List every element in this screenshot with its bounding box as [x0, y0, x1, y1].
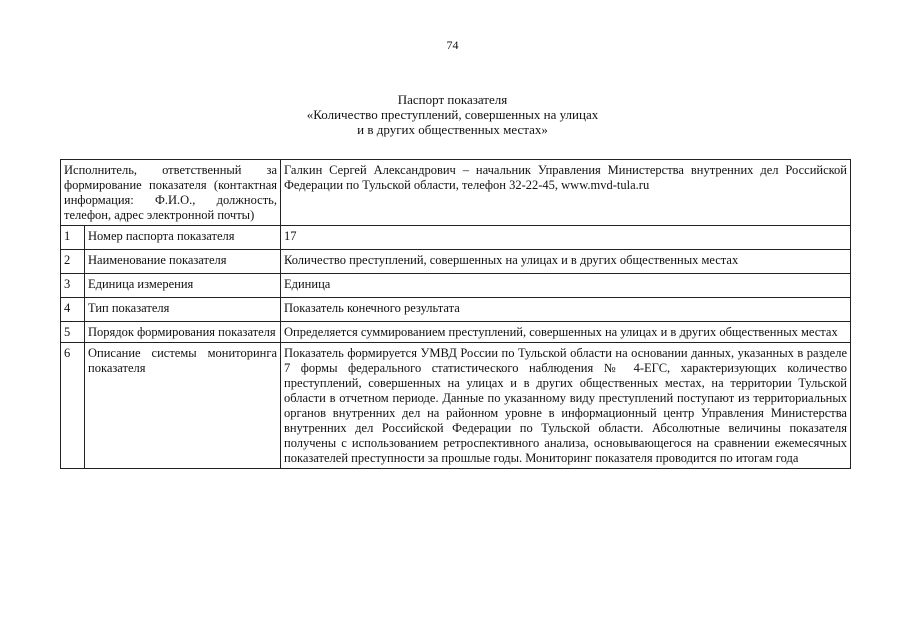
- row-number: 2: [61, 250, 85, 274]
- table-row: [61, 274, 851, 298]
- row-label: Тип показателя: [85, 298, 281, 322]
- table-row: [61, 226, 851, 250]
- row-value: Единица: [281, 274, 851, 298]
- table-row: [61, 322, 851, 343]
- page-number: 74: [446, 38, 459, 52]
- row-value: Показатель формируется УМВД России по Тульской области на основании данных, указанных в разделе 7 формы федерального статистического наблюдения № 4-ЕГС, характеризующих количество преступлений, совершенных на улицах и в других общественных местах, на территории Тульской области в отчетном периоде. Данные по указанному виду преступлений поступают из территориальных органов внутренних дел на районном уровне в информационный центр Управления Министерства внутренних дел Российской Федерации по Тульской области. Абсолютные величины показателя получены с использованием ретроспективного анализа, основывающегося на сравнении ежемесячных показателей преступности за прошлые годы. Мониторинг показателя проводится по итогам года: [281, 343, 851, 469]
- table-row: [61, 298, 851, 322]
- title-line-3: и в других общественных местах»: [357, 122, 548, 137]
- title-line-1: Паспорт показателя: [397, 92, 508, 107]
- row-number: 3: [61, 274, 85, 298]
- table-row: [61, 250, 851, 274]
- row-number: 6: [61, 343, 85, 469]
- table-row-executor: [61, 160, 851, 226]
- row-number: 5: [61, 322, 85, 343]
- row-value: Показатель конечного результата: [281, 298, 851, 322]
- row-number: 1: [61, 226, 85, 250]
- document-title: [0, 92, 905, 137]
- row-label: Единица измерения: [85, 274, 281, 298]
- row-label: Номер паспорта показателя: [85, 226, 281, 250]
- row-value: 17: [281, 226, 851, 250]
- row-label: Наименование показателя: [85, 250, 281, 274]
- title-line-2: «Количество преступлений, совершенных на улицах: [306, 107, 599, 122]
- row-value: Количество преступлений, совершенных на улицах и в других общественных местах: [281, 250, 851, 274]
- row-label: Порядок формирования показателя: [85, 322, 281, 343]
- executor-value: Галкин Сергей Александрович – начальник Управления Министерства внутренних дел Российской Федерации по Тульской области, телефон 32-22-45, www.mvd-tula.ru: [281, 160, 851, 226]
- row-label: Описание системы мониторинга показателя: [85, 343, 281, 469]
- row-number: 4: [61, 298, 85, 322]
- passport-table: [60, 159, 851, 469]
- row-value: Определяется суммированием преступлений, совершенных на улицах и в других общественных местах: [281, 322, 851, 343]
- table-row: [61, 343, 851, 469]
- executor-label: Исполнитель, ответственный за формирование показателя (контактная информация: Ф.И.О., должность, телефон, адрес электронной почты): [61, 160, 281, 226]
